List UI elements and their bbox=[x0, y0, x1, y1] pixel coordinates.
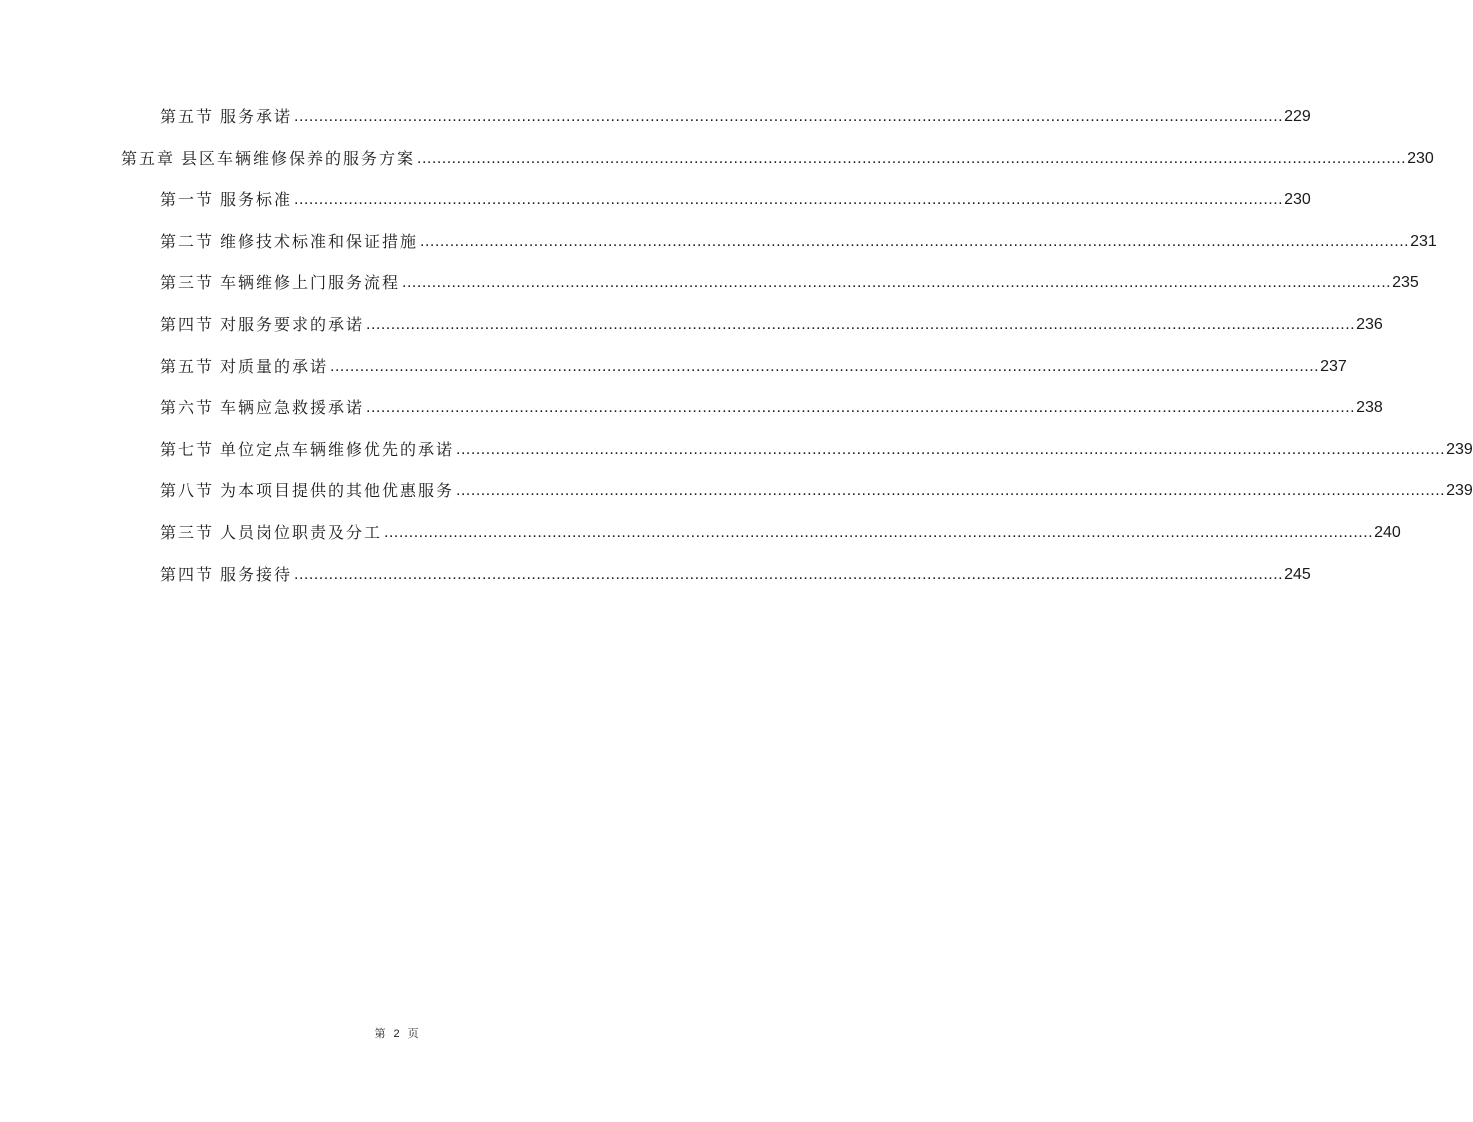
toc-entry-title: 人员岗位职责及分工 bbox=[220, 523, 383, 542]
toc-entry-label bbox=[121, 148, 417, 170]
toc-entry-page: 230 bbox=[1284, 191, 1311, 209]
toc-entry-page: 237 bbox=[1320, 357, 1347, 375]
toc-entry-label bbox=[160, 314, 366, 336]
toc-entry-number: 第五章 bbox=[121, 148, 176, 168]
toc-entry[interactable] bbox=[160, 272, 1419, 294]
toc-entry-title: 车辆维修上门服务流程 bbox=[220, 273, 401, 293]
toc-entry-page: 239 bbox=[1446, 482, 1473, 500]
toc-entry-page: 229 bbox=[1284, 108, 1311, 125]
toc-entry-label bbox=[160, 564, 294, 586]
toc-dot-leader: ........................................................................................................................................................................................................ bbox=[456, 482, 1446, 500]
toc-entry[interactable] bbox=[160, 522, 1401, 544]
footer-page-number: 2 bbox=[393, 1028, 400, 1040]
toc-entry-title: 单位定点车辆维修优先的承诺 bbox=[220, 439, 455, 459]
toc-entry-page: 238 bbox=[1356, 399, 1383, 417]
toc-entry-page: 240 bbox=[1374, 524, 1401, 541]
toc-entry-number: 第二节 bbox=[160, 231, 215, 251]
toc-dot-leader: ........................................................................................................................................................................................................ bbox=[456, 440, 1446, 458]
toc-entry-title: 服务承诺 bbox=[220, 107, 293, 126]
toc-entry-number: 第八节 bbox=[160, 481, 215, 501]
toc-entry-title: 车辆应急救援承诺 bbox=[220, 398, 365, 418]
toc-entry[interactable] bbox=[160, 397, 1383, 419]
toc-entry[interactable] bbox=[160, 439, 1473, 461]
toc-dot-leader: ........................................................................................................................................................................................................ bbox=[384, 524, 1374, 541]
toc-entry-page: 231 bbox=[1410, 232, 1437, 250]
toc-dot-leader: ........................................................................................................................................................................................................ bbox=[417, 149, 1407, 167]
toc-entry-number: 第四节 bbox=[160, 564, 215, 584]
toc-entry-number: 第五节 bbox=[160, 107, 215, 126]
footer-prefix: 第 bbox=[374, 1027, 386, 1040]
toc-dot-leader: ........................................................................................................................................................................................................ bbox=[294, 191, 1284, 209]
toc-entry-title: 县区车辆维修保养的服务方案 bbox=[181, 148, 416, 168]
toc-dot-leader: ........................................................................................................................................................................................................ bbox=[420, 232, 1410, 250]
toc-entry-title: 服务标准 bbox=[220, 190, 293, 210]
toc-entry-number: 第三节 bbox=[160, 523, 215, 542]
toc-entry-label bbox=[160, 356, 330, 378]
toc-entry-label bbox=[160, 272, 402, 294]
toc-dot-leader: ........................................................................................................................................................................................................ bbox=[366, 399, 1356, 417]
toc-entry-title: 对质量的承诺 bbox=[220, 356, 329, 376]
toc-entry-label bbox=[160, 106, 294, 128]
toc-entry-label bbox=[160, 189, 294, 211]
toc-dot-leader: ........................................................................................................................................................................................................ bbox=[330, 357, 1320, 375]
toc-entry-number: 第六节 bbox=[160, 398, 215, 418]
toc-entry-title: 维修技术标准和保证措施 bbox=[220, 231, 419, 251]
toc-entry-number: 第七节 bbox=[160, 439, 215, 459]
toc-entry-number: 第三节 bbox=[160, 273, 215, 293]
toc-entry-label bbox=[160, 522, 384, 544]
toc-entry[interactable] bbox=[121, 148, 1434, 170]
toc-entry-page: 245 bbox=[1284, 565, 1311, 583]
toc-entry-number: 第一节 bbox=[160, 190, 215, 210]
toc-entry-number: 第四节 bbox=[160, 315, 215, 334]
toc-entry-page: 230 bbox=[1407, 149, 1434, 167]
toc-entry[interactable] bbox=[160, 106, 1311, 128]
toc-dot-leader: ........................................................................................................................................................................................................ bbox=[366, 316, 1356, 333]
toc-entry-number: 第五节 bbox=[160, 356, 215, 376]
toc-entry-label bbox=[160, 231, 420, 253]
toc-entry-title: 对服务要求的承诺 bbox=[220, 315, 365, 334]
toc-entry-label bbox=[160, 480, 456, 502]
toc-entry[interactable] bbox=[160, 356, 1347, 378]
toc-entry[interactable] bbox=[160, 231, 1437, 253]
toc-entry[interactable] bbox=[160, 189, 1311, 211]
toc-entry-label bbox=[160, 397, 366, 419]
toc-entry-page: 235 bbox=[1392, 274, 1419, 292]
toc-dot-leader: ........................................................................................................................................................................................................ bbox=[402, 274, 1392, 292]
toc-entry-page: 236 bbox=[1356, 316, 1383, 333]
toc-entry-label bbox=[160, 439, 456, 461]
page-footer bbox=[0, 1025, 793, 1041]
toc-entry-title: 为本项目提供的其他优惠服务 bbox=[220, 481, 455, 501]
toc-dot-leader: ........................................................................................................................................................................................................ bbox=[294, 108, 1284, 125]
toc-entry[interactable] bbox=[160, 314, 1383, 336]
toc-entry-page: 239 bbox=[1446, 440, 1473, 458]
footer-suffix: 页 bbox=[407, 1027, 419, 1040]
toc-entry[interactable] bbox=[160, 564, 1311, 586]
toc-dot-leader: ........................................................................................................................................................................................................ bbox=[294, 565, 1284, 583]
toc-entry[interactable] bbox=[160, 480, 1473, 502]
toc-entry-title: 服务接待 bbox=[220, 564, 293, 584]
